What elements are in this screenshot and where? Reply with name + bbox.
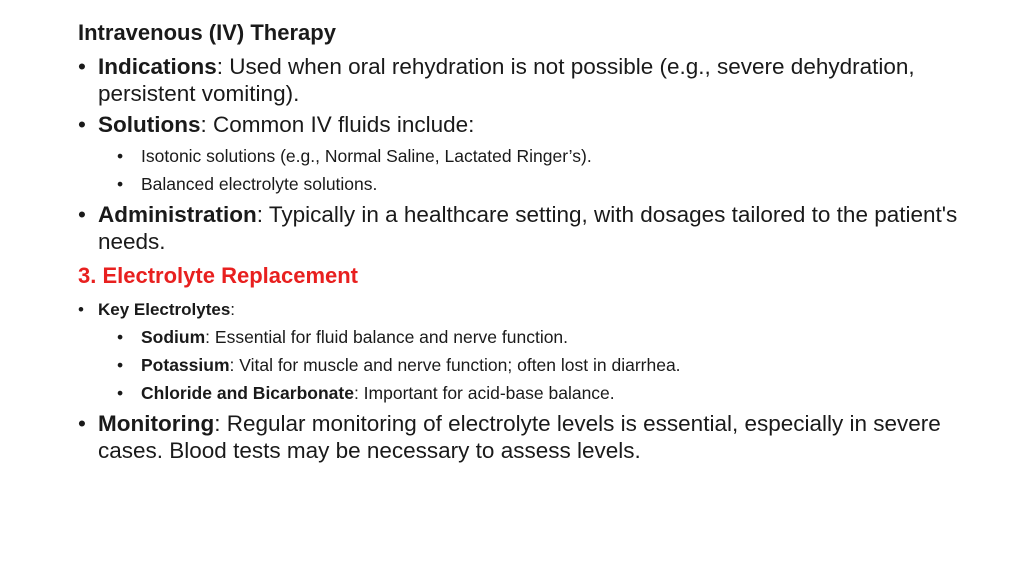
bullet-term: Monitoring xyxy=(98,411,215,436)
bullet-term: Indications xyxy=(98,54,217,79)
bullet-indications xyxy=(78,53,984,107)
sub-bullet-text: : Vital for muscle and nerve function; often lost in diarrhea. xyxy=(229,355,681,375)
section-heading: 3. Electrolyte Replacement xyxy=(78,263,359,288)
bullet-key-electrolytes xyxy=(78,299,984,321)
sub-bullet-text: : Essential for fluid balance and nerve function. xyxy=(205,327,569,347)
sub-bullet-term: Sodium xyxy=(141,327,206,347)
bullet-text: : Common IV fluids include: xyxy=(200,112,475,137)
bullet-term: Key Electrolytes xyxy=(98,300,231,319)
sub-bullet: • Isotonic solutions (e.g., Normal Saline, Lactated Ringer’s). xyxy=(115,142,984,170)
bullet-text: : Regular monitoring of electrolyte levels is essential, especially in severe cases. Blood tests may be necessary to assess levels. xyxy=(98,411,941,463)
bullet-administration xyxy=(78,201,984,255)
sub-bullet-sodium xyxy=(115,323,984,351)
electrolytes-sublist xyxy=(78,323,984,407)
sub-bullet-term: Potassium xyxy=(141,355,230,375)
bullet-text: : Typically in a healthcare setting, with dosages tailored to the patient's needs. xyxy=(98,202,958,254)
bullet-term: Administration xyxy=(98,202,257,227)
bullet-solutions xyxy=(78,111,984,138)
bullet-text: : xyxy=(230,300,236,319)
bullet-text: : Used when oral rehydration is not possible (e.g., severe dehydration, persistent vomiting). xyxy=(98,54,915,106)
sub-bullet: • Balanced electrolyte solutions. xyxy=(115,170,984,198)
sub-bullet-potassium xyxy=(115,351,984,379)
sub-bullet-term: Chloride and Bicarbonate xyxy=(141,383,354,403)
slide-title: Intravenous (IV) Therapy xyxy=(78,20,336,45)
solutions-sublist xyxy=(78,142,984,198)
sub-bullet-chloride xyxy=(115,379,984,407)
sub-bullet-text: : Important for acid-base balance. xyxy=(353,383,615,403)
bullet-monitoring xyxy=(78,410,984,464)
bullet-term: Solutions xyxy=(98,112,201,137)
